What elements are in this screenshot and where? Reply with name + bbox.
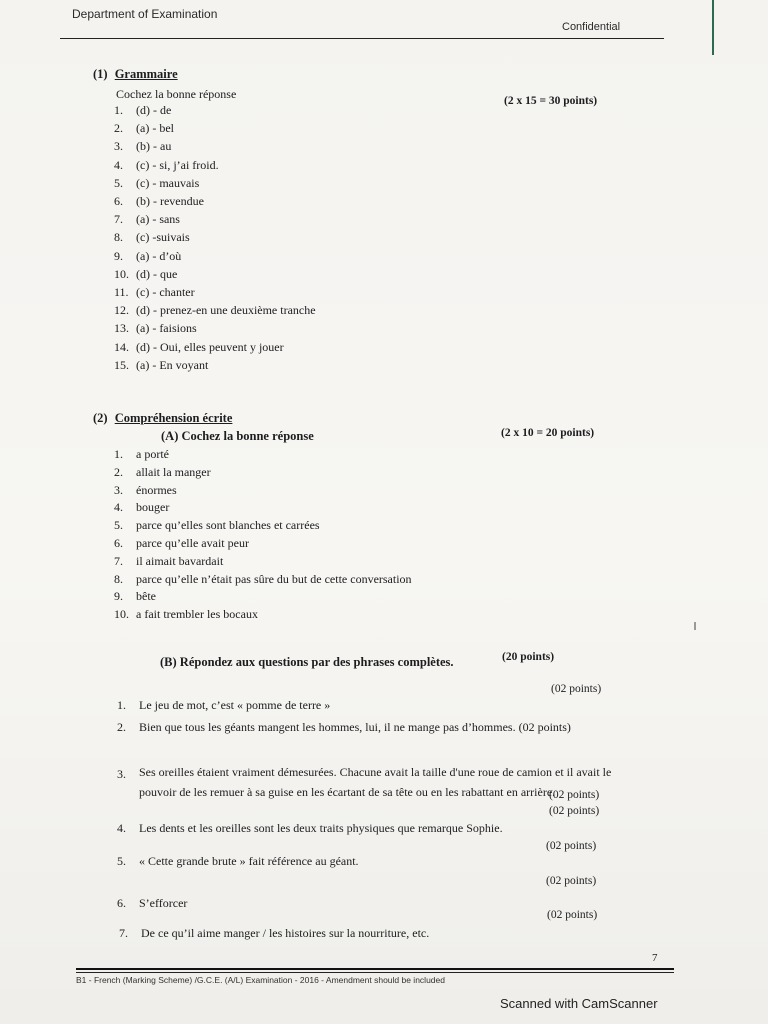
answer-row [114,446,412,464]
answer-text: parce qu’elle avait peur [136,535,249,550]
margin-mark [694,622,696,630]
confidential-label: Confidential [562,21,621,33]
answer-row [114,571,412,589]
part-a-title: (A) Cochez la bonne réponse [161,429,314,443]
answer-row [114,338,316,356]
answer-text: Les dents et les oreilles sont les deux traits physiques que remarque Sophie. [139,821,503,835]
part-b-answer-7-points: (02 points) [547,909,598,921]
part-b-answer-7 [119,925,430,941]
department-header: Department of Examination [72,7,218,21]
part-b-answer-1-points: (02 points) [551,683,602,695]
part-b-answer-5 [117,853,359,869]
answer-number: 5. [117,854,126,868]
answer-number: 4. [114,500,123,515]
answer-text: a fait trembler les bocaux [136,607,258,622]
part-b-title: (B) Répondez aux questions par des phrases complètes. [160,655,454,669]
answer-text: bête [136,589,156,604]
footer-caption: B1 - French (Marking Scheme) /G.C.E. (A/L) Examination - 2016 - Amendment should be included [76,975,445,985]
answer-text: a porté [136,447,169,461]
answer-row [114,482,412,500]
answer-row [114,101,316,119]
answer-number: 4. [117,821,126,835]
answer-row [114,265,316,283]
answer-row [114,464,412,482]
part-b-answer-6-points: (02 points) [546,875,597,887]
answer-text: (c) -suivais [136,230,190,245]
answer-row [114,210,316,228]
answer-row [114,606,412,624]
answer-text: (b) - revendue [136,194,204,209]
answer-number: 7. [114,212,123,227]
answer-text: (a) - sans [136,212,180,227]
answer-text: parce qu’elles sont blanches et carrées [136,518,320,533]
answer-row [114,553,412,571]
answer-text: (a) - d’où [136,248,182,263]
section-1-heading [93,67,178,82]
answer-number: 1. [117,698,126,712]
answer-number: 9. [114,248,123,263]
answer-number: 4. [114,157,123,172]
answer-number: 10. [114,266,129,281]
answer-row [114,228,316,246]
answer-number: 1. [114,103,123,117]
part-b-answer-2 [117,719,571,735]
section-2-number: (2) [93,411,108,425]
answer-number: 8. [114,571,123,586]
answer-text: (a) - bel [136,121,174,136]
answer-number: 2. [117,720,126,734]
answer-text: S’efforcer [139,896,188,910]
camscanner-watermark: Scanned with CamScanner [500,996,658,1011]
answer-text: (d) - prenez-en une deuxième tranche [136,303,316,318]
answer-row [114,499,412,517]
section-2-heading [93,411,232,426]
answer-text: allait la manger [136,464,211,479]
answer-row [114,517,412,535]
answer-text: il aimait bavardait [136,553,224,568]
comprehension-answer-list [114,446,412,624]
answer-number: 6. [117,896,126,910]
section-2-title: Compréhension écrite [114,411,233,425]
answer-row [114,119,316,137]
answer-number: 15. [114,357,129,372]
answer-number: 3. [117,767,126,781]
part-b-answer-4 [117,820,503,836]
answer-number: 12. [114,303,129,318]
answer-number: 11. [114,285,129,300]
answer-text: (d) - de [136,103,172,117]
answer-row [114,192,316,210]
answer-row [114,535,412,553]
answer-text: parce qu’elle n’était pas sûre du but de cette conversation [136,571,412,586]
answer-text: (c) - mauvais [136,175,200,190]
answer-row [114,156,316,174]
answer-text: (a) - faisions [136,321,197,336]
answer-text: énormes [136,482,177,497]
answer-row [114,356,316,374]
part-a-points: (2 x 10 = 20 points) [501,427,595,439]
section-1-instruction: Cochez la bonne réponse [116,87,237,101]
answer-number: 5. [114,518,123,533]
answer-row [114,174,316,192]
footer-divider [76,968,674,970]
answer-number: 1. [114,447,123,461]
answer-number: 6. [114,194,123,209]
answer-text: (a) - En voyant [136,357,209,372]
answer-row [114,283,316,301]
answer-text: De ce qu’il aime manger / les histoires sur la nourriture, etc. [141,926,430,940]
part-b-answer-5-points: (02 points) [546,840,597,852]
answer-text: « Cette grande brute » fait référence au géant. [139,854,359,868]
part-b-answer-3 [117,752,612,800]
answer-number: 8. [114,230,123,245]
answer-text-line-2: pouvoir de les remuer à sa guise en les écartant de sa tête ou en les rabattant en arrière. [139,785,556,799]
part-b-answer-6 [117,895,188,911]
answer-number: 6. [114,535,123,550]
answer-text-line-1: Ses oreilles étaient vraiment démesurées. Chacune avait la taille d'une roue de camion et il avait le [139,765,612,779]
answer-text: (d) - que [136,266,178,281]
answer-number: 2. [114,121,123,136]
answer-number: 14. [114,339,129,354]
answer-text: Bien que tous les géants mangent les hommes, lui, il ne mange pas d’hommes. (02 points) [139,720,571,734]
answer-row [114,137,316,155]
page-edge-mark [712,0,714,55]
answer-text: (b) - au [136,139,172,154]
section-1-title: Grammaire [114,67,178,81]
answer-number: 5. [114,175,123,190]
answer-text: (c) - si, j’ai froid. [136,157,219,172]
footer-divider-thin [76,972,674,973]
answer-row [114,588,412,606]
page-number: 7 [652,952,658,964]
part-b-points: (20 points) [502,651,555,663]
answer-row [114,247,316,265]
answer-text: bouger [136,500,170,515]
answer-number: 3. [114,482,123,497]
answer-text: Le jeu de mot, c’est « pomme de terre » [139,698,331,712]
part-b-answer-1 [117,697,331,713]
answer-number: 7. [114,553,123,568]
answer-number: 7. [119,926,128,940]
answer-number: 10. [114,607,129,622]
answer-text: (d) - Oui, elles peuvent y jouer [136,339,284,354]
section-1-points: (2 x 15 = 30 points) [504,95,598,107]
answer-row [114,319,316,337]
answer-number: 13. [114,321,129,336]
section-1-number: (1) [93,67,108,81]
answer-number: 3. [114,139,123,154]
header-divider [60,38,664,39]
answer-number: 2. [114,464,123,479]
answer-number: 9. [114,589,123,604]
part-b-answer-3-points: (02 points) [549,789,600,801]
answer-text: (c) - chanter [136,285,195,300]
answer-row [114,301,316,319]
grammar-answer-list [114,101,316,374]
part-b-answer-4-points: (02 points) [549,805,600,817]
